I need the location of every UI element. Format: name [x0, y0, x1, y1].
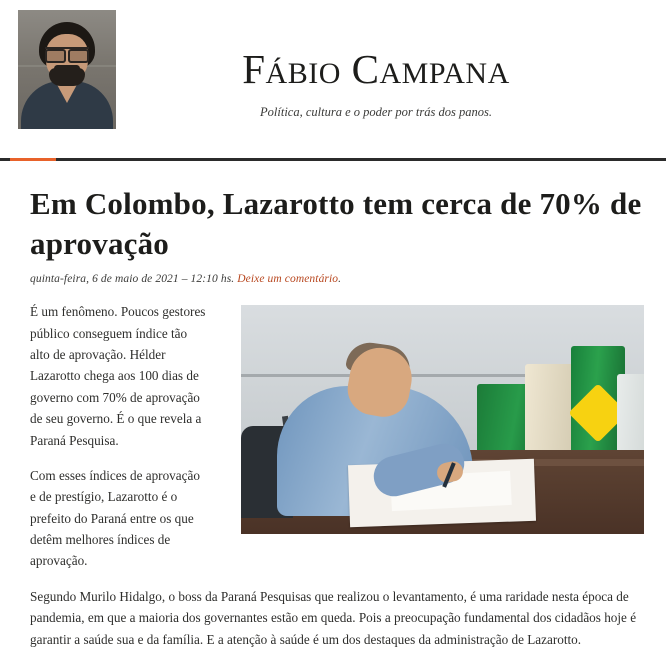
post-date: quinta-feira, 6 de maio de 2021 – 12:10 hs.: [30, 273, 235, 286]
article: [0, 166, 666, 664]
site-tagline: Política, cultura e o poder por trás dos panos.: [260, 105, 492, 120]
glasses-icon: [45, 47, 89, 58]
leave-comment-link[interactable]: Deixe um comentário: [237, 273, 339, 286]
flag-brazil-globe: [589, 404, 609, 424]
page-title: Em Colombo, Lazarotto tem cerca de 70% de aprovação: [30, 186, 642, 261]
paragraph-1: É um fenômeno. Poucos gestores público conseguem índice tão alto de aprovação. Hélder Lazarotto chega aos 100 dias de governo com 70% de aprovação de seu governo. É o que revela a Paraná Pesquisa.: [30, 304, 206, 448]
avatar-beard: [49, 68, 85, 86]
post-content: [30, 301, 644, 664]
post-meta: [30, 273, 644, 285]
header-divider: [0, 158, 666, 166]
site-header: [0, 0, 666, 152]
post-meta-suffix: .: [338, 273, 342, 286]
site-titleblock: [116, 10, 666, 120]
paragraph-2: Com esses índices de aprovação e de prestígio, Lazarotto é o prefeito do Paraná entre os que detêm melhores índices de aprovação.: [30, 467, 200, 569]
post-image[interactable]: [241, 305, 644, 534]
site-title[interactable]: FÁBIO CAMPANA: [242, 46, 510, 92]
avatar: [18, 10, 116, 129]
paragraph-3: Segundo Murilo Hidalgo, o boss da Paraná Pesquisas que realizou o levantamento, é uma raridade nesta época de pandemia, em que a maioria dos governantes estão em queda. Pois a preocupação fundamental dos cidadãos hoje é garantir a saúde sua e da família. E a atenção à saúde é um dos destaques da administração de Lazarotto.: [30, 588, 637, 647]
divider-accent-bar: [10, 158, 56, 161]
